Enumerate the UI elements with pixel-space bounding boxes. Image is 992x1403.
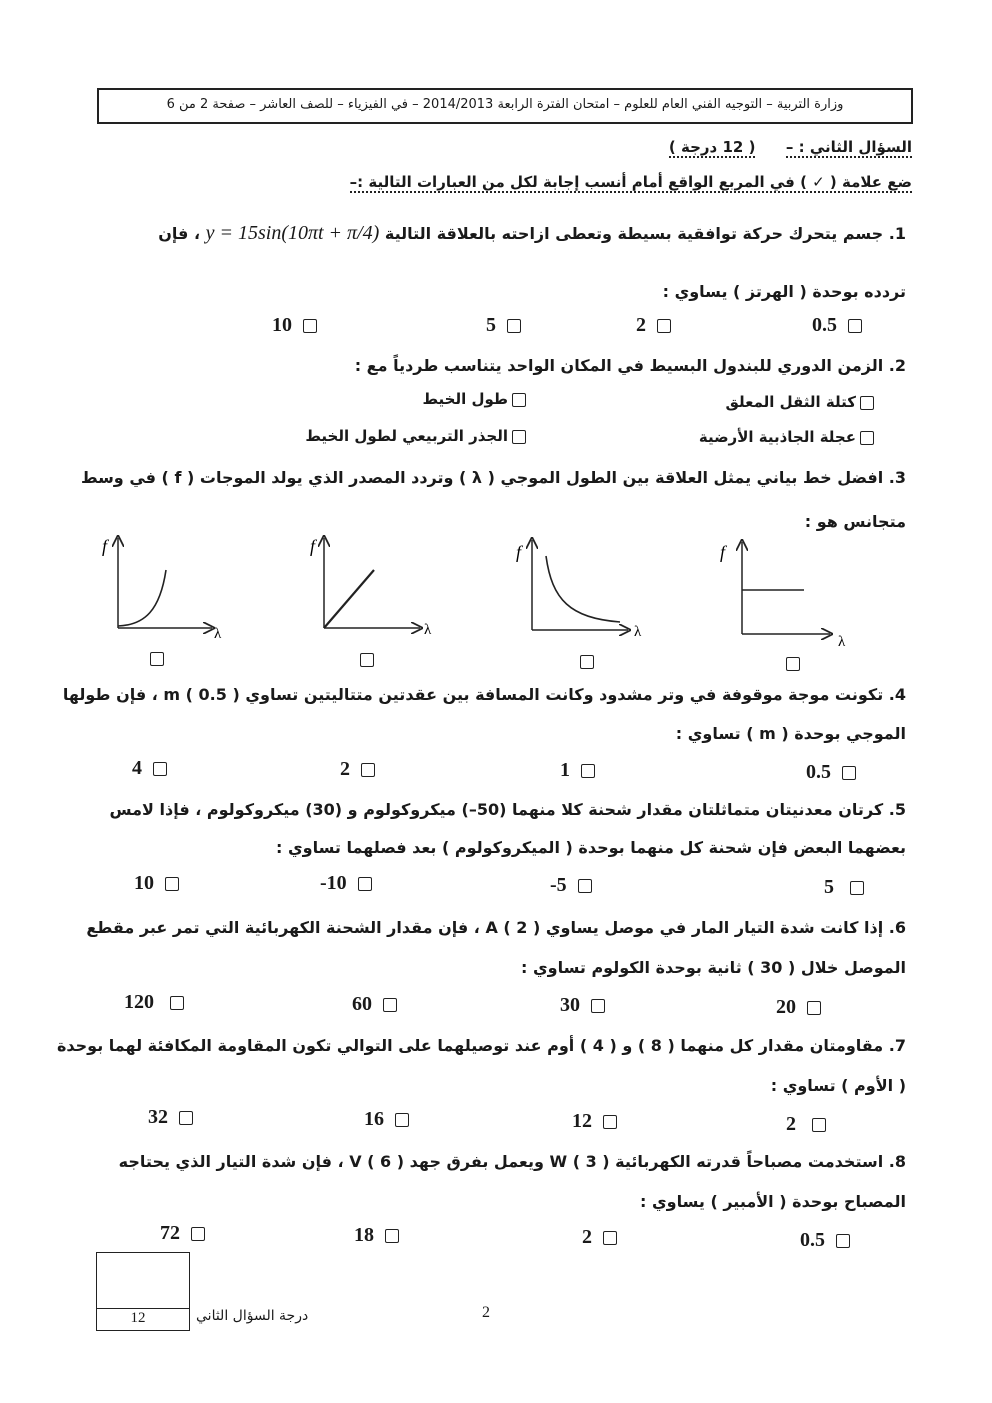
option-answer[interactable]: 120 (124, 991, 184, 1014)
question-4-line2: الموجي بوحدة ( m ) تساوي : (675, 724, 906, 743)
checkbox-icon[interactable] (603, 1231, 617, 1245)
checkbox-icon[interactable] (165, 877, 179, 891)
checkbox-icon[interactable] (170, 996, 184, 1010)
question-8 (76, 1152, 906, 1171)
question-7 (56, 1036, 906, 1055)
checkbox-icon[interactable] (358, 877, 372, 891)
graph-linear (310, 536, 432, 638)
option-answer[interactable]: 10 (272, 314, 317, 337)
question-number: 5. (888, 800, 906, 819)
question-7-line2: ( الأوم ) تساوي : (770, 1076, 906, 1095)
checkbox-icon[interactable] (812, 1118, 826, 1132)
checkbox-icon[interactable] (836, 1234, 850, 1248)
option-answer[interactable]: طول الخيط (422, 390, 526, 408)
checkbox-icon[interactable] (383, 998, 397, 1012)
question-6-line2: الموصل خلال ( 30 ) ثانية بوحدة الكولوم تساوي : (521, 958, 906, 977)
q1-formula: y = 15sin(10πt + π/4) (205, 222, 380, 244)
checkbox-icon[interactable] (657, 319, 671, 333)
checkbox-icon[interactable] (360, 653, 374, 667)
axis-label-lambda: λ (838, 634, 846, 650)
option-answer[interactable]: 72 (160, 1222, 205, 1245)
checkbox-icon[interactable] (860, 396, 874, 410)
checkbox-icon[interactable] (150, 652, 164, 666)
option-answer[interactable]: 0.5 (800, 1229, 850, 1252)
option-answer[interactable]: -5 (550, 874, 592, 897)
option-answer[interactable]: 5 (486, 314, 521, 337)
question-text: استخدمت مصباحاً قدرته الكهربائية W ( 3 ) ويعمل بفرق جهد V ( 6 ) ، فإن شدة التيار الذي يحتاجه (118, 1152, 884, 1171)
option-answer[interactable]: 2 (340, 758, 375, 781)
option-answer[interactable]: 18 (354, 1224, 399, 1247)
question-5 (76, 800, 906, 819)
question-8-line2: المصباح بوحدة ( الأمبير ) يساوي : (640, 1192, 906, 1211)
section-title-text: السؤال الثاني : – (785, 138, 912, 156)
checkbox-icon[interactable] (786, 657, 800, 671)
option-answer[interactable]: كتلة الثقل المعلق (725, 393, 874, 411)
grade-label: درجة السؤال الثاني (196, 1308, 309, 1324)
section-points: ( 12 درجة ) (668, 138, 756, 156)
question-number: 4. (888, 685, 906, 704)
graph-increasing (102, 536, 222, 642)
checkbox-icon[interactable] (179, 1111, 193, 1125)
question-5-line2: بعضهما البعض فإن شحنة كل منهما بوحدة ( الميكروكولوم ) بعد فصلهما تساوي : (276, 838, 906, 857)
question-6 (76, 918, 906, 937)
option-answer[interactable]: 2 (636, 314, 671, 337)
option-answer[interactable]: 10 (134, 872, 179, 895)
checkbox-icon[interactable] (850, 881, 864, 895)
checkbox-icon[interactable] (860, 431, 874, 445)
option-answer[interactable]: 20 (776, 996, 821, 1019)
axis-label-lambda: λ (214, 626, 222, 642)
q3-graphs (90, 530, 870, 670)
checkbox-icon[interactable] (361, 763, 375, 777)
option-answer[interactable]: 16 (364, 1108, 409, 1131)
checkbox-icon[interactable] (395, 1113, 409, 1127)
section-instruction: ضع علامة ( ✓ ) في المربع الواقع أمام أنسب إجابة لكل من العبارات التالية :– (349, 173, 912, 191)
checkbox-icon[interactable] (153, 762, 167, 776)
header-text: وزارة التربية – التوجيه الفني العام للعلوم – امتحان الفترة الرابعة 2014/2013 – في الفيزياء – للصف العاشر – صفحة 2 من 6 (166, 97, 844, 112)
checkbox-icon[interactable] (507, 319, 521, 333)
question-text: كرتان معدنيتان متماثلتان مقدار شحنة كلا منهما (50–) ميكروكولوم و (30) ميكروكولوم ، فإذا لامس (109, 800, 884, 819)
question-text: الزمن الدوري للبندول البسيط في المكان الواحد يتناسب طردياً مع : (354, 356, 884, 375)
option-answer[interactable]: 12 (572, 1110, 617, 1133)
page-number: 2 (482, 1304, 490, 1321)
checkbox-icon[interactable] (807, 1001, 821, 1015)
question-1-line2: تردده بوحدة ( الهرتز ) يساوي : (662, 282, 906, 301)
question-number: 6. (888, 918, 906, 937)
q1-formula-tail: ، فإن (158, 224, 201, 243)
checkbox-icon[interactable] (591, 999, 605, 1013)
question-text: جسم يتحرك حركة توافقية بسيطة وتعطى ازاحته بالعلاقة التالية (384, 224, 884, 243)
question-text: تكونت موجة موقوفة في وتر مشدود وكانت المسافة بين عقدتين متتاليتين تساوي m ( 0.5 ) ، فإن طولها (62, 685, 884, 704)
checkbox-icon[interactable] (512, 393, 526, 407)
option-answer[interactable]: 60 (352, 993, 397, 1016)
checkbox-icon[interactable] (303, 319, 317, 333)
checkbox-icon[interactable] (191, 1227, 205, 1241)
page-header (97, 88, 913, 124)
axis-label-f: f (310, 536, 316, 556)
question-text: مقاومتان مقدار كل منهما ( 8 ) و ( 4 ) أوم عند توصيلهما على التوالي تكون المقاومة المكافئة لهما بوحدة (56, 1036, 884, 1055)
graph-decreasing (516, 540, 642, 640)
question-number: 8. (888, 1152, 906, 1171)
checkbox-icon[interactable] (385, 1229, 399, 1243)
question-1 (76, 222, 906, 245)
checkbox-icon[interactable] (512, 430, 526, 444)
option-answer[interactable]: 30 (560, 994, 605, 1017)
section-title (669, 138, 912, 156)
checkbox-icon[interactable] (580, 655, 594, 669)
option-answer[interactable]: 1 (560, 759, 595, 782)
axis-label-lambda: λ (424, 622, 432, 638)
grade-divider (96, 1308, 190, 1309)
question-number: 7. (888, 1036, 906, 1055)
option-answer[interactable]: الجذر التربيعي لطول الخيط (305, 427, 526, 445)
checkbox-icon[interactable] (581, 764, 595, 778)
axis-label-f: f (102, 536, 108, 556)
checkbox-icon[interactable] (848, 319, 862, 333)
question-4 (62, 685, 906, 704)
question-number: 2. (888, 356, 906, 375)
option-answer[interactable]: 0.5 (806, 761, 856, 784)
option-answer[interactable]: 2 (582, 1226, 617, 1249)
option-answer[interactable]: 5 (824, 876, 864, 899)
option-answer[interactable]: 0.5 (812, 314, 862, 337)
grade-value: 12 (130, 1310, 146, 1326)
checkbox-icon[interactable] (603, 1115, 617, 1129)
option-answer[interactable]: 2 (786, 1113, 826, 1136)
option-answer[interactable]: عجلة الجاذبية الأرضية (699, 428, 874, 446)
question-2 (76, 356, 906, 375)
option-answer[interactable]: 4 (132, 757, 167, 780)
option-answer[interactable]: -10 (320, 872, 372, 895)
checkbox-icon[interactable] (578, 879, 592, 893)
graph-horizontal (720, 542, 846, 650)
option-answer[interactable]: 32 (148, 1106, 193, 1129)
question-number: 3. (888, 468, 906, 487)
question-text: افضل خط بياني يمثل العلاقة بين الطول الموجي ( λ ) وتردد المصدر الذي يولد الموجات ( f ) في وسط (80, 468, 884, 487)
axis-label-f: f (720, 542, 726, 562)
question-3 (76, 468, 906, 487)
checkbox-icon[interactable] (842, 766, 856, 780)
axis-label-f: f (516, 542, 522, 562)
question-number: 1. (888, 224, 906, 243)
question-3-line2: متجانس هو : (804, 512, 906, 531)
question-text: إذا كانت شدة التيار المار في موصل يساوي A ( 2 ) ، فإن مقدار الشحنة الكهربائية التي تمر عبر مقطع (86, 918, 884, 937)
axis-label-lambda: λ (634, 624, 642, 640)
